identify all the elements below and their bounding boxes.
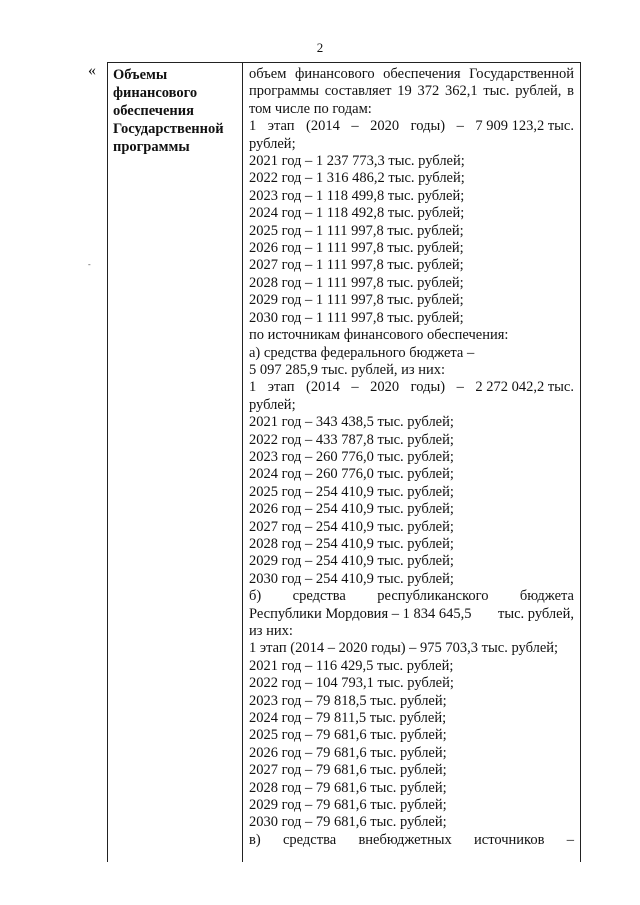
republic-year-line: 2024 год – 79 811,5 тыс. рублей; bbox=[249, 710, 447, 727]
federal-heading: а) средства федерального бюджета – bbox=[249, 344, 475, 361]
total-year-line: 2029 год – 1 111 997,8 тыс. рублей; bbox=[249, 292, 464, 309]
word: средства bbox=[292, 588, 346, 605]
federal-year-line: 2025 год – 254 410,9 тыс. рублей; bbox=[249, 483, 454, 500]
federal-total: 5 097 285,9 тыс. рублей, из них: bbox=[249, 361, 445, 378]
federal-year-line: 2027 год – 254 410,9 тыс. рублей; bbox=[249, 518, 454, 535]
word: этап bbox=[267, 379, 295, 396]
federal-year-line: 2026 год – 254 410,9 тыс. рублей; bbox=[249, 501, 454, 518]
total-year-line: 2024 год – 1 118 492,8 тыс. рублей; bbox=[249, 205, 465, 222]
republic-heading bbox=[249, 588, 574, 605]
word: годы) bbox=[410, 118, 446, 135]
total-year-line: 2023 год – 1 118 499,8 тыс. рублей; bbox=[249, 187, 465, 204]
sources-heading: по источникам финансового обеспечения: bbox=[249, 327, 509, 344]
word: – bbox=[351, 118, 359, 135]
label-line: программы bbox=[113, 139, 190, 155]
total-stage-cont: рублей; bbox=[249, 135, 296, 152]
opening-quote-mark: « bbox=[88, 62, 96, 79]
federal-year-line: 2023 год – 260 776,0 тыс. рублей; bbox=[249, 448, 454, 465]
total-stage-line bbox=[249, 118, 574, 135]
federal-year-line: 2024 год – 260 776,0 тыс. рублей; bbox=[249, 466, 454, 483]
total-year-line: 2030 год – 1 111 997,8 тыс. рублей; bbox=[249, 309, 464, 326]
intro-line: объем финансового обеспечения Государственной bbox=[249, 66, 574, 82]
republic-year-line: 2027 год – 79 681,6 тыс. рублей; bbox=[249, 762, 447, 779]
table-label-cell bbox=[108, 63, 243, 862]
republic-year-line: 2022 год – 104 793,1 тыс. рублей; bbox=[249, 675, 454, 692]
word: 2020 bbox=[370, 118, 400, 135]
republic-total-cont: из них: bbox=[249, 623, 293, 639]
total-year-line: 2027 год – 1 111 997,8 тыс. рублей; bbox=[249, 257, 464, 274]
total-year-line: 2028 год – 1 111 997,8 тыс. рублей; bbox=[249, 274, 464, 291]
word: – bbox=[566, 831, 574, 848]
label-line: финансового bbox=[113, 85, 198, 101]
republic-year-line: 2029 год – 79 681,6 тыс. рублей; bbox=[249, 797, 447, 814]
federal-year-line: 2029 год – 254 410,9 тыс. рублей; bbox=[249, 553, 454, 570]
word: Республики Мордовия – 1 834 645,5 bbox=[249, 605, 472, 622]
total-year-line: 2021 год – 1 237 773,3 тыс. рублей; bbox=[249, 153, 465, 170]
word: в) bbox=[249, 831, 261, 848]
funding-table bbox=[107, 62, 581, 862]
total-year-line: 2022 год – 1 316 486,2 тыс. рублей; bbox=[249, 170, 465, 187]
word: тыс. рублей, bbox=[498, 605, 574, 622]
word: – bbox=[456, 379, 464, 396]
word: 1 bbox=[249, 379, 257, 396]
word: бюджета bbox=[519, 588, 574, 605]
total-year-line: 2026 год – 1 111 997,8 тыс. рублей; bbox=[249, 240, 464, 257]
word: (2014 bbox=[306, 379, 340, 396]
word: источников bbox=[474, 831, 545, 848]
word: – bbox=[456, 118, 464, 135]
republic-year-line: 2028 год – 79 681,6 тыс. рублей; bbox=[249, 779, 447, 796]
word: – bbox=[351, 379, 359, 396]
page-number: 2 bbox=[316, 40, 324, 55]
word: республиканского bbox=[377, 588, 489, 605]
republic-year-line: 2030 год – 79 681,6 тыс. рублей; bbox=[249, 814, 447, 831]
federal-year-line: 2028 год – 254 410,9 тыс. рублей; bbox=[249, 535, 454, 552]
word: 2 272 042,2 тыс. bbox=[475, 379, 574, 396]
federal-stage-line bbox=[249, 379, 574, 396]
label-line: Государственной bbox=[113, 121, 224, 137]
republic-stage-line: 1 этап (2014 – 2020 годы) – 975 703,3 тыс. рублей; bbox=[249, 640, 559, 657]
federal-year-line: 2021 год – 343 438,5 тыс. рублей; bbox=[249, 414, 454, 431]
word: 2020 bbox=[370, 379, 400, 396]
word: годы) bbox=[410, 379, 446, 396]
table-content-cell bbox=[243, 63, 580, 862]
label-line: обеспечения bbox=[113, 103, 194, 119]
word: (2014 bbox=[306, 118, 340, 135]
intro-line: программы составляет 19 372 362,1 тыс. рублей, в bbox=[249, 83, 574, 100]
republic-total bbox=[249, 606, 574, 623]
republic-year-line: 2023 год – 79 818,5 тыс. рублей; bbox=[249, 692, 447, 709]
federal-year-line: 2022 год – 433 787,8 тыс. рублей; bbox=[249, 431, 454, 448]
federal-year-line: 2030 год – 254 410,9 тыс. рублей; bbox=[249, 570, 454, 587]
republic-year-line: 2026 год – 79 681,6 тыс. рублей; bbox=[249, 744, 447, 761]
total-year-line: 2025 год – 1 111 997,8 тыс. рублей; bbox=[249, 222, 464, 239]
word: 7 909 123,2 тыс. bbox=[475, 118, 574, 135]
word: 1 bbox=[249, 118, 257, 135]
word: этап bbox=[267, 118, 295, 135]
federal-stage-cont: рублей; bbox=[249, 396, 296, 413]
intro-line: том числе по годам: bbox=[249, 100, 372, 117]
extrabudget-heading bbox=[249, 832, 574, 849]
label-line: Объемы bbox=[113, 67, 168, 83]
republic-year-line: 2025 год – 79 681,6 тыс. рублей; bbox=[249, 727, 447, 744]
word: внебюджетных bbox=[358, 831, 452, 848]
margin-mark: - bbox=[88, 260, 91, 269]
word: средства bbox=[282, 831, 337, 848]
word: б) bbox=[249, 588, 262, 605]
republic-year-line: 2021 год – 116 429,5 тыс. рублей; bbox=[249, 657, 454, 674]
